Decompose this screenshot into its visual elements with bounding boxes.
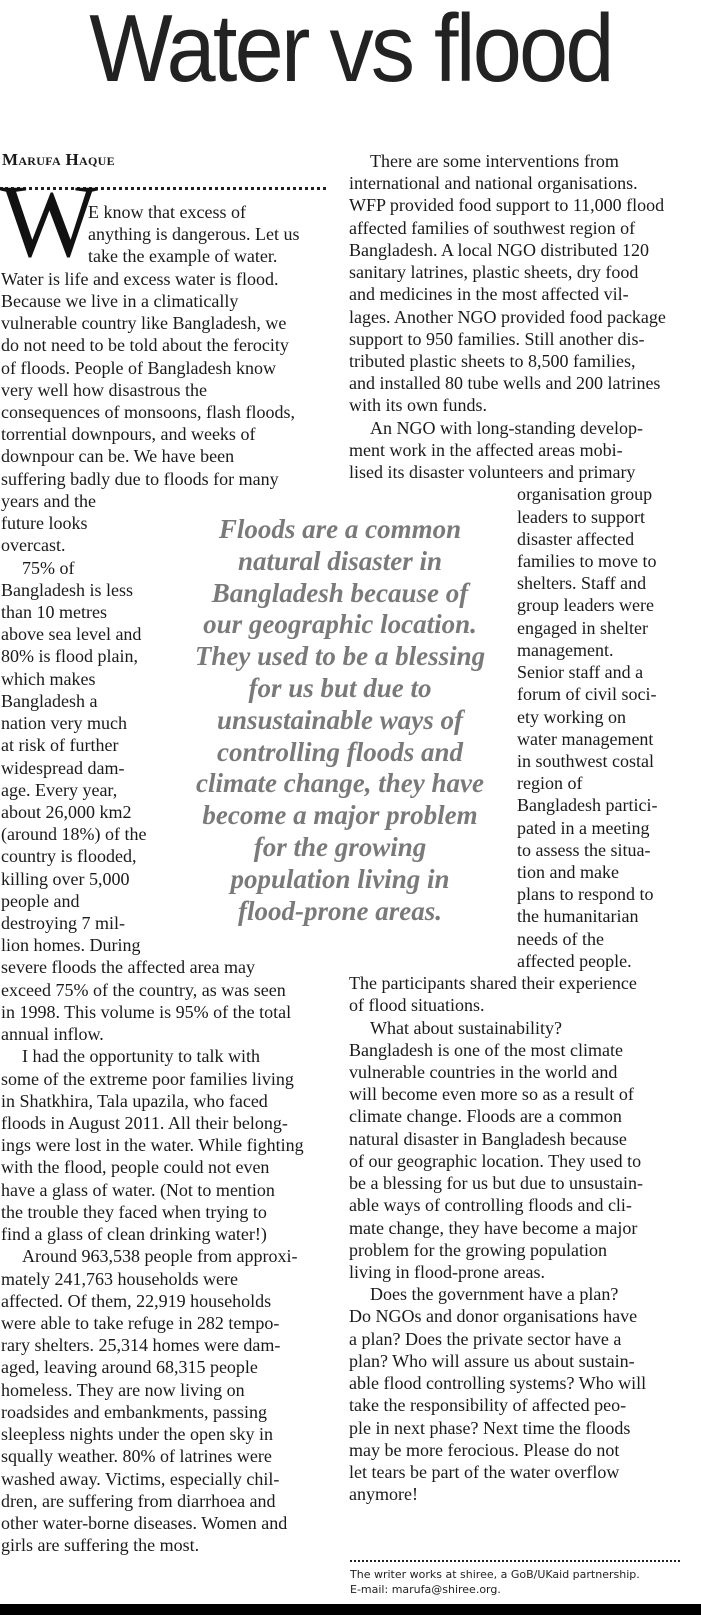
text-line: living in flood-prone areas. xyxy=(349,1262,545,1282)
text-line: engaged in shelter xyxy=(517,617,648,638)
text-line: were able to take refuge in 282 tempo- xyxy=(1,1313,280,1333)
text-line: Water is life and excess water is flood. xyxy=(1,268,279,289)
text-line: needs of the xyxy=(517,928,604,949)
text-line: to assess the situa- xyxy=(517,839,651,860)
text-line: years and the xyxy=(1,490,96,511)
text-line: What about sustainability? xyxy=(370,1017,562,1038)
author-email: E-mail: marufa@shiree.org. xyxy=(350,1583,501,1596)
text-line: in Shatkhira, Tala upazila, who faced xyxy=(1,1090,268,1111)
text-line: 80% is flood plain, xyxy=(1,646,138,667)
text-line: plans to respond to xyxy=(517,884,654,905)
text-line: sanitary latrines, plastic sheets, dry food xyxy=(349,262,639,283)
text-line: Bangladesh is less xyxy=(1,579,133,600)
footer-divider xyxy=(350,1560,680,1562)
text-line: roadsides and embankments, passing xyxy=(1,1401,267,1422)
text-line: girls are suffering the most. xyxy=(1,1535,200,1556)
text-line: be a blessing for us but due to unsustain- xyxy=(349,1173,643,1194)
text-line: severe floods the affected area may xyxy=(1,957,256,978)
text-line: I had the opportunity to talk with xyxy=(22,1046,260,1067)
text-line: organisation group xyxy=(517,484,653,505)
text-line: dren, are suffering from diarrhoea and xyxy=(1,1490,276,1511)
text-line: able ways of controlling floods and cli- xyxy=(349,1195,632,1216)
pull-quote-line: controlling floods and xyxy=(216,736,464,767)
text-line: ety working on xyxy=(517,706,626,727)
text-line: management. xyxy=(517,639,614,660)
text-line: affected people. xyxy=(517,950,632,971)
text-line: of flood situations. xyxy=(349,995,485,1016)
text-line: than 10 metres xyxy=(1,601,107,622)
page-bottom-bar xyxy=(0,1604,701,1615)
pull-quote-line: climate change, they have xyxy=(196,768,484,799)
text-line: homeless. They are now living on xyxy=(1,1379,245,1400)
text-line: take the example of water. xyxy=(88,246,278,267)
pull-quote-line: population living in xyxy=(230,863,450,894)
pull-quote-line: for the growing xyxy=(253,831,427,862)
text-line: in southwest costal xyxy=(517,750,654,771)
text-line: mately 241,763 households were xyxy=(1,1268,238,1289)
pull-quote-line: Bangladesh because of xyxy=(211,577,469,608)
text-line: about 26,000 km2 xyxy=(1,801,132,822)
text-line: vulnerable countries in the world and xyxy=(349,1062,618,1083)
text-line: destroying 7 mil- xyxy=(1,913,125,934)
text-line: squally weather. 80% of latrines were xyxy=(1,1446,272,1467)
text-line: disaster affected xyxy=(517,528,635,549)
text-line: with the flood, people could not even xyxy=(1,1157,270,1178)
text-line: widespread dam- xyxy=(1,757,125,778)
text-line: find a glass of clean drinking water!) xyxy=(1,1224,267,1245)
text-line: pated in a meeting xyxy=(517,817,650,838)
text-line: forum of civil soci- xyxy=(517,684,657,705)
text-line: water management xyxy=(517,728,654,749)
text-line: Do NGOs and donor organisations have xyxy=(349,1306,638,1327)
text-line: the humanitarian xyxy=(517,906,639,927)
text-line: natural disaster in Bangladesh because xyxy=(349,1128,627,1149)
text-line: Does the government have a plan? xyxy=(370,1284,619,1305)
pull-quote-line: They used to be a blessing xyxy=(194,641,486,672)
text-line: future looks xyxy=(1,513,88,534)
author-note xyxy=(350,1567,640,1597)
text-line: Bangladesh. A local NGO distributed 120 xyxy=(349,239,649,260)
text-line: aged, leaving around 68,315 people xyxy=(1,1357,258,1378)
text-line: downpour can be. We have been xyxy=(1,446,235,467)
author-note-line: The writer works at shiree, a GoB/UKaid partnership. xyxy=(350,1568,640,1581)
text-line: the trouble they faced when trying to xyxy=(1,1201,267,1222)
text-line: at risk of further xyxy=(1,735,119,756)
pull-quote xyxy=(170,514,510,927)
text-line: ple in next phase? Next time the floods xyxy=(349,1417,631,1438)
text-line: climate change. Floods are a common xyxy=(349,1106,622,1127)
pull-quote-line: become a major problem xyxy=(202,800,478,831)
text-line: age. Every year, xyxy=(1,779,118,800)
text-line: Bangladesh is one of the most climate xyxy=(349,1039,623,1060)
text-line: nation very much xyxy=(1,713,127,734)
text-line: ment work in the affected areas mobi- xyxy=(349,439,623,460)
text-line: washed away. Victims, especially chil- xyxy=(1,1468,280,1489)
pull-quote-line: natural disaster in xyxy=(237,545,443,576)
text-line: E know that excess of xyxy=(88,202,246,222)
text-line: with its own funds. xyxy=(349,395,488,416)
text-line: rary shelters. 25,314 homes were dam- xyxy=(1,1335,281,1356)
text-line: of our geographic location. They used to xyxy=(349,1150,642,1171)
text-line: lion homes. During xyxy=(1,935,141,956)
text-line: The participants shared their experience xyxy=(349,973,637,994)
article-title: Water vs flood xyxy=(89,0,612,102)
text-line: and installed 80 tube wells and 200 latrines xyxy=(349,373,661,394)
text-line: There are some interventions from xyxy=(370,151,619,171)
text-line: tributed plastic sheets to 8,500 families, xyxy=(349,350,636,371)
text-line: ings were lost in the water. While fighting xyxy=(1,1135,304,1156)
text-line: families to move to xyxy=(517,550,657,571)
text-line: have a glass of water. (Not to mention xyxy=(1,1179,275,1200)
text-line: of floods. People of Bangladesh know xyxy=(1,357,276,378)
text-line: (around 18%) of the xyxy=(1,824,147,845)
text-line: floods in August 2011. All their belong- xyxy=(1,1113,288,1134)
text-line: lages. Another NGO provided food package xyxy=(349,306,666,327)
text-line: country is flooded, xyxy=(1,846,137,867)
text-line: Senior staff and a xyxy=(517,662,644,683)
text-line: tion and make xyxy=(517,862,619,883)
text-line: Because we live in a climatically xyxy=(1,290,239,311)
text-line: very well how disastrous the xyxy=(1,379,207,400)
text-line: An NGO with long-standing develop- xyxy=(370,417,643,438)
text-line: mate change, they have become a major xyxy=(349,1217,638,1238)
text-line: killing over 5,000 xyxy=(1,868,130,889)
pull-quote-line: Floods are a common xyxy=(218,514,462,544)
text-line: vulnerable country like Bangladesh, we xyxy=(1,313,287,334)
text-line: do not need to be told about the ferocity xyxy=(1,335,289,356)
text-line: shelters. Staff and xyxy=(517,573,647,594)
text-line: sleepless nights under the open sky in xyxy=(1,1424,273,1445)
text-line: annual inflow. xyxy=(1,1024,104,1045)
text-line: leaders to support xyxy=(517,506,645,527)
text-line: people and xyxy=(1,890,80,911)
text-line: plan? Who will assure us about sustain- xyxy=(349,1350,635,1371)
text-line: above sea level and xyxy=(1,624,142,645)
pull-quote-line: for us but due to xyxy=(248,672,432,703)
text-line: support to 950 families. Still another dis- xyxy=(349,328,645,349)
text-line: region of xyxy=(517,773,583,794)
pull-quote-line: flood-prone areas. xyxy=(238,895,442,926)
pull-quote-line: unsustainable ways of xyxy=(216,704,464,735)
byline: Marufa Haque xyxy=(2,150,115,169)
text-line: Bangladesh a xyxy=(1,690,98,711)
text-line: lised its disaster volunteers and primary xyxy=(349,462,636,483)
text-line: other water-borne diseases. Women and xyxy=(1,1512,288,1533)
text-line: and medicines in the most affected vil- xyxy=(349,284,629,305)
text-line: will become even more so as a result of xyxy=(349,1084,634,1105)
text-line: may be more ferocious. Please do not xyxy=(349,1439,620,1460)
text-line: let tears be part of the water overflow xyxy=(349,1461,620,1482)
text-line: problem for the growing population xyxy=(349,1239,607,1260)
text-line: anything is dangerous. Let us xyxy=(88,224,300,245)
text-line: Bangladesh partici- xyxy=(517,795,658,816)
text-line: Around 963,538 people from approxi- xyxy=(22,1246,298,1267)
text-line: anymore! xyxy=(349,1484,418,1505)
text-line: a plan? Does the private sector have a xyxy=(349,1328,622,1349)
text-line: in 1998. This volume is 95% of the total xyxy=(1,1001,292,1022)
text-line: able flood controlling systems? Who will xyxy=(349,1373,647,1394)
text-line: which makes xyxy=(1,668,96,689)
text-line: affected families of southwest region of xyxy=(349,217,636,238)
text-line: exceed 75% of the country, as was seen xyxy=(1,979,286,1000)
text-line: torrential downpours, and weeks of xyxy=(1,424,256,445)
text-line: 75% of xyxy=(22,557,75,578)
text-line: international and national organisations. xyxy=(349,173,638,194)
text-line: consequences of monsoons, flash floods, xyxy=(1,401,295,422)
text-line: take the responsibility of affected peo- xyxy=(349,1395,627,1416)
text-line: group leaders were xyxy=(517,595,654,616)
text-line: WFP provided food support to 11,000 flood xyxy=(349,195,665,216)
text-line: some of the extreme poor families living xyxy=(1,1068,294,1089)
pull-quote-line: our geographic location. xyxy=(203,609,477,640)
drop-cap: W xyxy=(0,164,99,279)
text-line: affected. Of them, 22,919 households xyxy=(1,1290,272,1311)
text-line: overcast. xyxy=(1,535,66,556)
text-line: suffering badly due to floods for many xyxy=(1,468,279,489)
